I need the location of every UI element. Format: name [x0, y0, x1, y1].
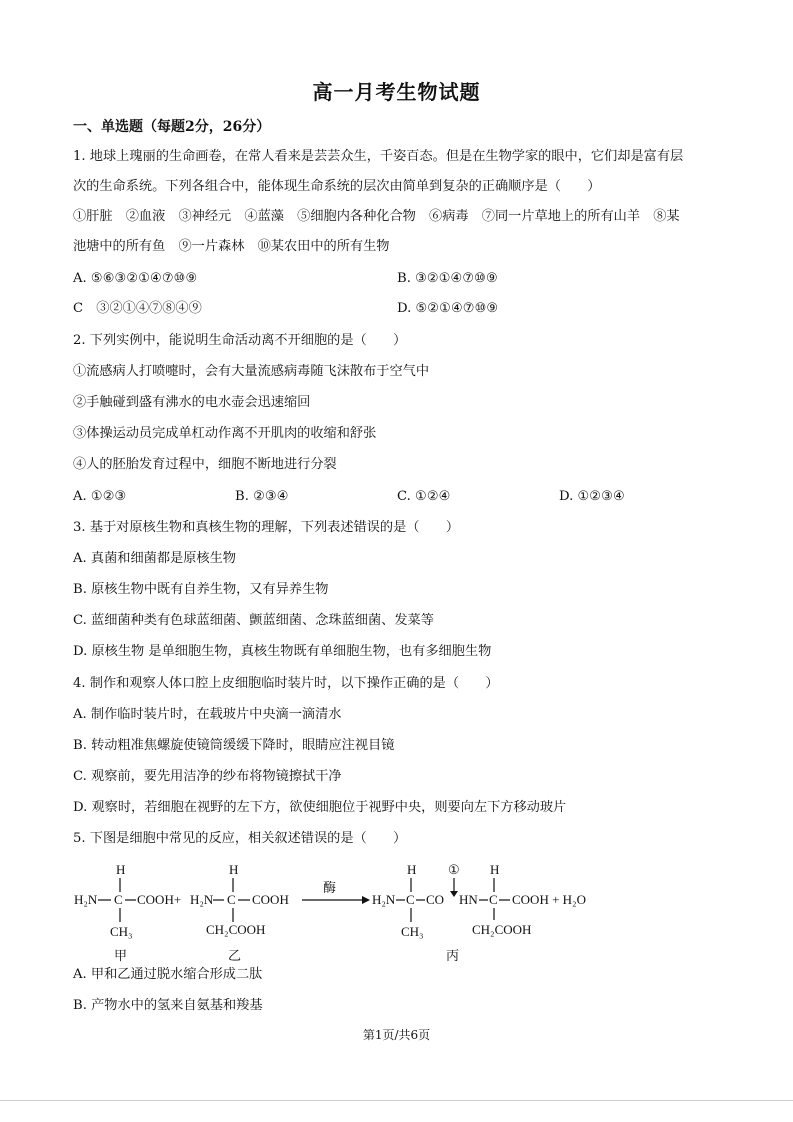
q3-option-a[interactable]: A. 真菌和细菌都是原核生物: [73, 551, 236, 566]
q2-statement-4: ④人的胚胎发育过程中，细胞不断地进行分裂: [73, 457, 337, 472]
fig-h-bing-2: H: [490, 862, 500, 877]
fig-label-jia: 甲: [114, 948, 128, 963]
page-title: 高一月考生物试题: [312, 80, 481, 104]
fig-enzyme-label: 酶: [323, 880, 337, 895]
fig-co-bing: CO: [426, 892, 445, 907]
q4-option-a[interactable]: A. 制作临时装片时，在载玻片中央滴一滴清水: [73, 707, 342, 722]
q3-option-d[interactable]: D. 原核生物 是单细胞生物，真核生物既有单细胞生物，也有多细胞生物: [73, 644, 492, 659]
q2-stem: 2. 下列实例中，能说明生命活动离不开细胞的是（ ）: [73, 333, 407, 348]
fig-cooh-yi: COOH: [252, 892, 289, 907]
q5-stem: 5. 下图是细胞中常见的反应，相关叙述错误的是（ ）: [73, 831, 407, 846]
fig-c-jia: C: [114, 892, 123, 907]
fig-ch2cooh-bing: CH₂COOH: [472, 922, 532, 937]
q2-option-d[interactable]: D. ①②③④: [559, 489, 625, 504]
fig-h-jia: H: [116, 862, 126, 877]
fig-c-bing-1: C: [406, 892, 415, 907]
q2-option-b[interactable]: B. ②③④: [235, 489, 289, 504]
fig-ch2cooh-yi: CH₂COOH: [206, 922, 266, 937]
q1-option-a[interactable]: A. ⑤⑥③②①④⑦⑩⑨: [73, 271, 198, 286]
fig-h-bing-1: H: [407, 862, 417, 877]
q2-statement-3: ③体操运动员完成单杠动作离不开肌肉的收缩和舒张: [73, 426, 377, 441]
fig-cooh-h2o: COOH + H₂O: [512, 892, 586, 907]
fig-ch3-bing: CH₃: [401, 924, 424, 939]
fig-label-yi: 乙: [228, 948, 242, 963]
q1-option-d[interactable]: D. ⑤②①④⑦⑩⑨: [397, 301, 499, 316]
fig-hn-bing: HN: [459, 892, 478, 907]
q3-option-c[interactable]: C. 蓝细菌种类有色球蓝细菌、颤蓝细菌、念珠蓝细菌、发菜等: [73, 613, 434, 628]
fig-label-bing: 丙: [446, 948, 460, 963]
q2-option-a[interactable]: A. ①②③: [73, 489, 127, 504]
q1-stem-line-1: 1. 地球上瑰丽的生命画卷，在常人看来是芸芸众生，千姿百态。但是在生物学家的眼中，它们却是富有层: [73, 149, 684, 164]
fig-c-yi: C: [227, 892, 236, 907]
q3-stem: 3. 基于对原核生物和真核生物的理解，下列表述错误的是（ ）: [73, 520, 460, 535]
q1-items-line-2: 池塘中的所有鱼 ⑨一片森林 ⑩某农田中的所有生物: [73, 239, 390, 254]
q1-items-line-1: ①肝脏 ②血液 ③神经元 ④蓝藻 ⑤细胞内各种化合物 ⑥病毒 ⑦同一片草地上的所有山羊 ⑧某: [73, 209, 680, 224]
q1-option-b[interactable]: B. ③②①④⑦⑩⑨: [397, 271, 498, 286]
bottom-divider: [0, 1100, 793, 1101]
q2-option-c[interactable]: C. ①②④: [397, 489, 451, 504]
fig-ch3-jia: CH₃: [110, 924, 133, 939]
q2-statement-2: ②手触碰到盛有沸水的电水壶会迅速缩回: [73, 395, 311, 410]
q2-statement-1: ①流感病人打喷嚏时，会有大量流感病毒随飞沫散布于空气中: [73, 364, 430, 379]
fig-h-yi: H: [229, 862, 239, 877]
fig-h2n-bing: H₂N: [372, 892, 396, 907]
q1-option-c[interactable]: C ③②①④⑦⑧④⑨: [73, 301, 202, 316]
q5-option-b[interactable]: B. 产物水中的氢来自氨基和羧基: [73, 998, 263, 1013]
q4-option-d[interactable]: D. 观察时，若细胞在视野的左下方，欲使细胞位于视野中央，则要向左下方移动玻片: [73, 800, 567, 815]
q4-stem: 4. 制作和观察人体口腔上皮细胞临时装片时，以下操作正确的是（ ）: [73, 676, 499, 691]
fig-h2n-jia: H₂N: [74, 892, 98, 907]
page-number-footer: 第1页/共6页: [362, 1028, 431, 1042]
q1-stem-line-2: 次的生命系统。下列各组合中，能体现生命系统的层次由简单到复杂的正确顺序是（ ）: [73, 179, 601, 194]
q4-option-b[interactable]: B. 转动粗准焦螺旋使镜筒缓缓下降时，眼睛应注视目镜: [73, 738, 395, 753]
fig-c-bing-2: C: [489, 892, 498, 907]
fig-h2n-yi: H₂N: [190, 892, 214, 907]
section-heading-single-choice: 一、单选题（每题2分，26分）: [73, 119, 271, 135]
q3-option-b[interactable]: B. 原核生物中既有自养生物，又有异养生物: [73, 582, 329, 597]
fig-bond-marker-1: ①: [448, 862, 460, 877]
q4-option-c[interactable]: C. 观察前，要先用洁净的纱布将物镜擦拭干净: [73, 769, 342, 784]
fig-cooh-plus-jia: COOH+: [137, 892, 182, 907]
dipeptide-reaction-figure: [70, 856, 630, 968]
q5-option-a[interactable]: A. 甲和乙通过脱水缩合形成二肽: [73, 967, 263, 982]
